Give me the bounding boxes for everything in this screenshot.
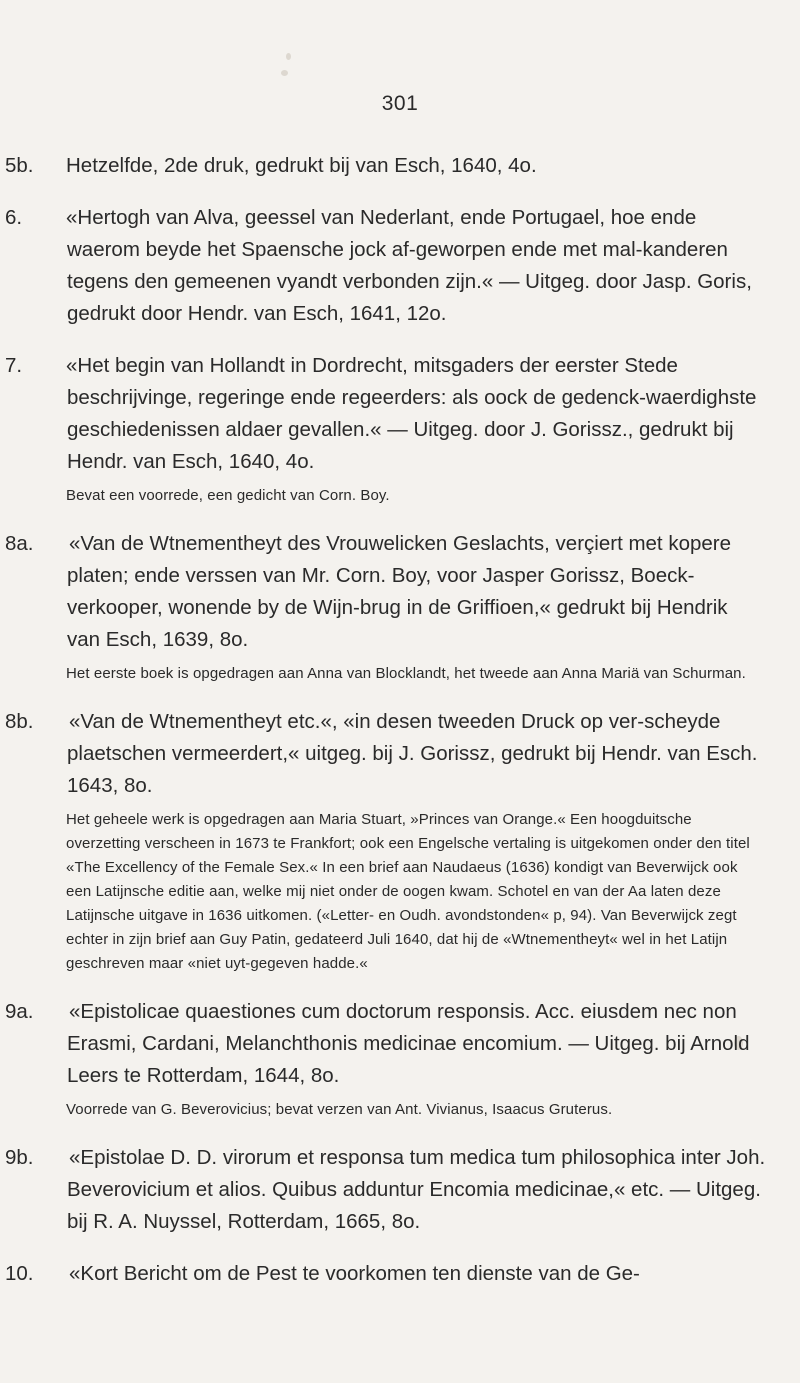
entry-5b (5, 150, 766, 182)
entry-8b (5, 706, 766, 802)
entry-label: 9b. (5, 1146, 34, 1169)
entry-note: Voorrede van G. Beverovicius; bevat verzen van Ant. Vivianus, Isaacus Gruterus. (66, 1101, 613, 1118)
bibliography-list (5, 150, 766, 1290)
entry-label: 10. (5, 1262, 34, 1285)
entry-text: «Van de Wtnementheyt etc.«, «in desen tweeden Druck op ver-scheyde plaetschen vermeerdert,« uitgeg. bij J. Gorissz, gedrukt bij Hendr. van Esch. 1643, 8o. (67, 710, 758, 797)
entry-note: Het geheele werk is opgedragen aan Maria Stuart, »Princes van Orange.« Een hoogduitsche overzetting verscheen in 1673 te Frankfort; ook een Engelsche vertaling is uitgekomen onder den titel «The Excellency of the Female Sex.« In een brief aan Naudaeus (1636) kondigt van Beverwijck ook een Latijnsche editie aan, welke mij niet onder de oogen kwam. Schotel en van der Aa laten deze Latijnsche uitgave in 1636 uitkomen. («Letter- en Oudh. avondstonden« p, 94). Van Beverwijck zegt echter in zijn brief aan Guy Patin, gedateerd Juli 1640, dat hij de «Wtnementheyt« wel in het Latijn geschreven maar «niet uyt-gegeven hadde.« (66, 811, 750, 972)
entry-8a (5, 528, 766, 656)
entry-text: «Hertogh van Alva, geessel van Nederlant, ende Portugael, hoe ende waerom beyde het Spaensche jock af-geworpen ende met mal-kanderen tegens den gemeenen vyandt verbonden zijn.« — Uitgeg. door Jasp. Goris, gedrukt door Hendr. van Esch, 1641, 12o. (66, 206, 752, 325)
entry-label: 8b. (5, 710, 34, 733)
entry-text: «Epistolae D. D. virorum et responsa tum medica tum philosophica inter Joh. Beverovicium et alios. Quibus adduntur Encomia medicinae,« etc. — Uitgeg. bij R. A. Nuyssel, Rotterdam, 1665, 8o. (67, 1146, 766, 1233)
entry-label: 7. (5, 354, 23, 377)
page-number: 301 (381, 92, 419, 115)
entry-text: «Kort Bericht om de Pest te voorkomen ten dienste van de Ge- (69, 1262, 640, 1285)
entry-label: 9a. (5, 1000, 34, 1023)
entry-label: 6. (5, 206, 23, 229)
entry-note: Bevat een voorrede, een gedicht van Corn. Boy. (66, 487, 390, 504)
entry-7 (5, 350, 766, 478)
paper-blemish (281, 70, 288, 76)
entry-text: «Van de Wtnementheyt des Vrouwelicken Geslachts, verçiert met kopere platen; ende verssen van Mr. Corn. Boy, voor Jasper Gorissz, Boeck-verkooper, wonende by de Wijn-brug in de Griffioen,« gedrukt bij Hendrik van Esch, 1639, 8o. (67, 532, 732, 651)
entry-label: 5b. (5, 154, 34, 177)
entry-10 (5, 1258, 766, 1290)
entry-text: «Epistolicae quaestiones cum doctorum responsis. Acc. eiusdem nec non Erasmi, Cardani, Melanchthonis medicinae encomium. — Uitgeg. bij Arnold Leers te Rotterdam, 1644, 8o. (67, 1000, 750, 1087)
entry-9a (5, 996, 766, 1092)
entry-label: 8a. (5, 532, 34, 555)
entry-text: «Het begin van Hollandt in Dordrecht, mitsgaders der eerster Stede beschrijvinge, regeringe ende regeerders: als oock de gedenck-waerdighste geschiedenissen aldaer gevallen.« — Uitgeg. door J. Gorissz., gedrukt bij Hendr. van Esch, 1640, 4o. (66, 354, 757, 473)
entry-text: Hetzelfde, 2de druk, gedrukt bij van Esch, 1640, 4o. (66, 154, 537, 177)
entry-6 (5, 202, 766, 330)
entry-note: Het eerste boek is opgedragen aan Anna van Blocklandt, het tweede aan Anna Mariä van Schurman. (66, 665, 746, 682)
entry-9b (5, 1142, 766, 1238)
paper-blemish (286, 53, 291, 60)
